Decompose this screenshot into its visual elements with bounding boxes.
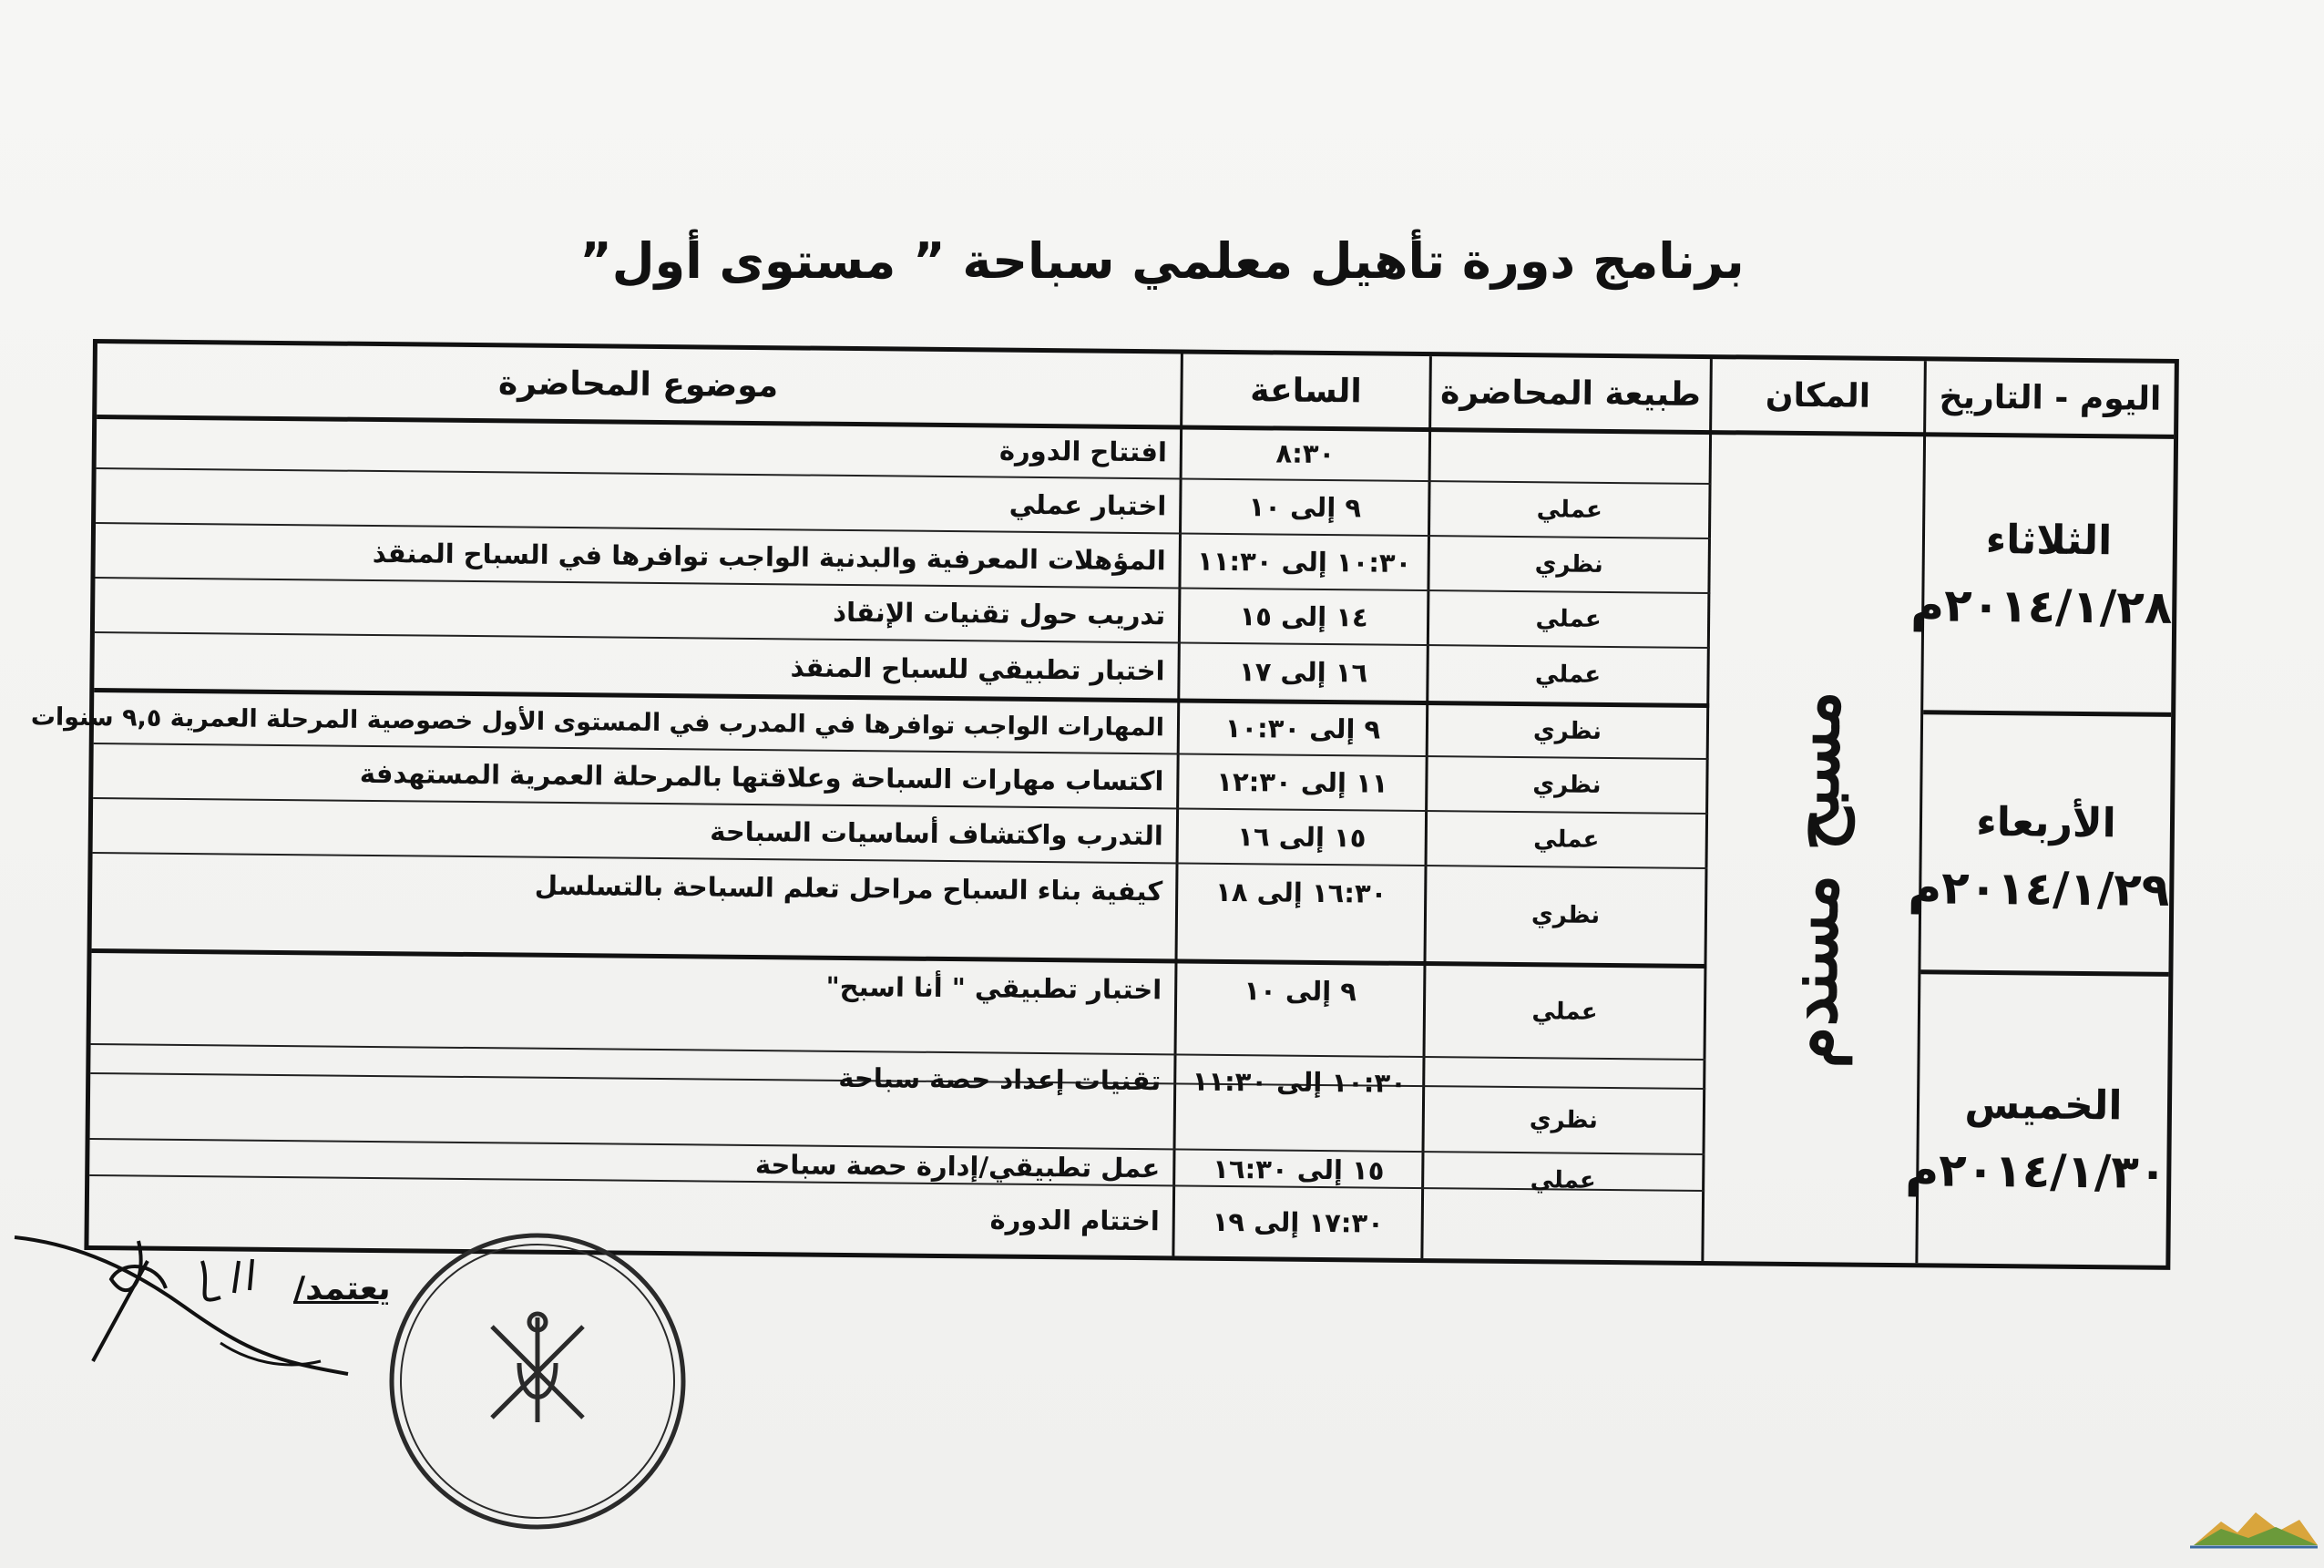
day-date: ٢٠١٤/١/٣٠م [1905, 1143, 2167, 1199]
row-topic: المهارات الواجب توافرها في المدرب في المستوى الأول خصوصية المرحلة العمرية ٩,٥ سنوات [30, 702, 1165, 742]
row-time: ١٠:٣٠ إلى ١١:٣٠ [1192, 1065, 1407, 1099]
row-topic: اكتساب مهارات السباحة وعلاقتها بالمرحلة العمرية المستهدفة [359, 757, 1164, 797]
row-type [1423, 1189, 1702, 1261]
row-time: ١٥ إلى ١٦:٣٠ [1213, 1153, 1385, 1186]
day-name: الأربعاء [1975, 798, 2117, 847]
row-time: ٩ إلى ١٠ [1248, 491, 1362, 524]
row-topic: تقنيات إعداد حصة سباحة [838, 1061, 1162, 1097]
row-topic: افتتاح الدورة [998, 435, 1168, 468]
row-type [1431, 429, 1710, 483]
day-name: الخميس [1964, 1081, 2123, 1130]
document-title: برنامج دورة تأهيل معلمي سباحة ” مستوى أول” [579, 232, 1745, 290]
row-topic: اختتام الدورة [989, 1204, 1160, 1237]
emblem-icon [492, 1314, 583, 1422]
day-cell-thursday [1905, 1081, 2167, 1199]
row-time: ١٥ إلى ١٦ [1237, 821, 1367, 854]
header-day-date: اليوم - التاريخ [1939, 377, 2162, 418]
row-time: ٩ إلى ١٠:٣٠ [1224, 712, 1381, 745]
row-time: ١٤ إلى ١٥ [1239, 600, 1368, 633]
row-type: نظري [1531, 901, 1601, 929]
header-time: الساعة [1250, 371, 1362, 410]
row-type: عملي [1533, 825, 1600, 854]
row-type: عملي [1535, 605, 1602, 633]
day-date: ٢٠١٤/١/٢٩م [1908, 861, 2170, 917]
header-place: المكان [1765, 376, 1871, 415]
row-type: نظري [1532, 717, 1602, 745]
approval-label: يعتمد/ [293, 1270, 391, 1307]
day-date: ٢٠١٤/١/٢٨م [1910, 579, 2173, 634]
row-time: ٩ إلى ١٠ [1244, 975, 1357, 1008]
row-topic: تدريب حول تقنيات الإنقاذ [832, 596, 1166, 631]
row-time: ١١ إلى ١٢:٣٠ [1216, 765, 1388, 799]
row-time: ٨:٣٠ [1275, 437, 1336, 470]
row-type: عملي [1530, 1166, 1596, 1194]
day-cell-wednesday [1908, 798, 2170, 917]
header-type: طبيعة المحاضرة [1439, 373, 1702, 414]
day-name: الثلاثاء [1985, 516, 2113, 565]
place-value: مسبح مسندم [1773, 690, 1856, 1069]
signature [11, 1225, 366, 1407]
row-time: ١٦:٣٠ إلى ١٨ [1214, 876, 1387, 909]
day-cell-tuesday [1910, 516, 2173, 634]
row-type: عملي [1534, 661, 1602, 689]
row-topic: اختبار عملي [1008, 488, 1167, 522]
row-time: ١٦ إلى ١٧ [1238, 656, 1368, 689]
row-type: نظري [1534, 550, 1603, 579]
row-type: نظري [1529, 1106, 1599, 1134]
day-divider [1923, 710, 2171, 717]
row-type: نظري [1532, 771, 1602, 799]
row-topic: التدرب واكتشاف أساسيات السباحة [710, 815, 1163, 852]
row-topic: عمل تطبيقي/إدارة حصة سباحة [754, 1149, 1161, 1184]
day-divider [1920, 969, 2168, 977]
row-topic: اختبار تطبيقي " أنا اسبح" [825, 970, 1162, 1006]
row-topic: كيفية بناء السباح مراحل تعلم السباحة بالتسلسل [534, 869, 1163, 907]
row-topic: اختبار تطبيقي للسباح المنقذ [790, 651, 1165, 687]
row-type: عملي [1536, 496, 1602, 524]
schedule-table [30, 339, 2178, 1270]
musandam-watermark-logo [2185, 1505, 2321, 1565]
row-topic: المؤهلات المعرفية والبدنية الواجب توافرها في السباح المنقذ [372, 537, 1166, 577]
row-time: ١٠:٣٠ إلى ١١:٣٠ [1196, 545, 1412, 579]
official-stamp [383, 1226, 692, 1536]
row-type: عملي [1531, 998, 1598, 1026]
row-time: ١٧:٣٠ إلى ١٩ [1212, 1205, 1385, 1239]
header-topic: موضوع المحاضرة [497, 364, 779, 405]
